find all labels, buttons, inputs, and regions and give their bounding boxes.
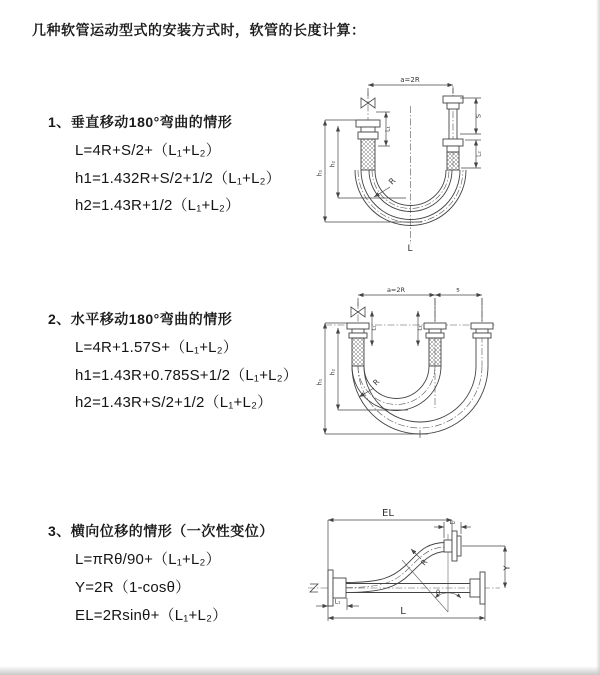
dim-label-l2: L₂ (417, 325, 424, 331)
dim-label-l2: L₂ (475, 151, 483, 157)
section2-formula-L: L=4R+1.57S+（L₁+L₂） (75, 339, 238, 356)
section1-formula-h1: h1=1.432R+S/2+1/2（L₁+L₂） (75, 170, 281, 187)
diagram-horizontal-180-bend (310, 280, 590, 470)
dim-label-a2r: a=2R (386, 286, 406, 294)
angle-label: θ (435, 589, 441, 597)
radius-label: R (387, 176, 398, 187)
dim-label-h1: h₁ (316, 378, 324, 386)
dim-label-h1: h₁ (316, 169, 324, 177)
dim-label-el: EL (382, 508, 394, 519)
section1-formula-L: L=4R+S/2+（L₁+L₂） (75, 142, 221, 159)
dim-label-a2r: a=2R (400, 76, 420, 84)
dim-label-l1: L₁ (384, 126, 392, 132)
braided-hose-section (361, 139, 375, 170)
section3-heading: 3、横向位移的情形（一次性变位） (48, 523, 274, 539)
radius-label: R (371, 377, 382, 388)
scan-edge-right (596, 0, 600, 675)
radius-leader (411, 549, 421, 559)
diagram-lateral-displacement (300, 500, 600, 660)
radius-label: R (418, 557, 430, 568)
dim-label-h2: h₂ (329, 160, 337, 168)
dimension-lines (325, 295, 482, 438)
section3-formula-EL: EL=2Rsinθ+（L₁+L₂） (75, 607, 228, 624)
dimension-lines (316, 520, 505, 618)
dim-label-y: Y (502, 565, 512, 571)
section3-formula-Y: Y=2R（1-cosθ） (75, 579, 191, 596)
hose-loops (352, 366, 488, 434)
dim-label-s: s (456, 285, 460, 294)
page-title: 几种软管运动型式的安装方式时，软管的长度计算： (32, 22, 366, 38)
length-label: L (407, 244, 413, 254)
dim-label-l1: L₁ (371, 325, 378, 331)
top-right-flange (444, 531, 461, 561)
right-middle-flange (470, 572, 485, 604)
section2-formula-h2: h2=1.43R+S/2+1/2（L₁+L₂） (75, 394, 273, 411)
section1-heading: 1、垂直移动180°弯曲的情形 (48, 114, 233, 130)
dim-label-h2: h₂ (329, 368, 337, 376)
middle-pipe-fitting (424, 323, 446, 366)
dim-label-s: S (474, 113, 483, 119)
left-pipe-fitting (347, 323, 369, 366)
braided-hose-section (447, 152, 459, 170)
length-label: L (400, 606, 406, 617)
scan-edge-bottom (0, 666, 600, 675)
section2-heading: 2、水平移动180°弯曲的情形 (48, 311, 233, 327)
diagram-vertical-180-bend (310, 70, 590, 260)
section2-formula-h1: h1=1.43R+0.785S+1/2（L₁+L₂） (75, 367, 298, 384)
section3-formula-L: L=πRθ/90+（L₁+L₂） (75, 551, 221, 568)
left-pipe-fitting (356, 120, 380, 170)
dim-label-l2: L₂ (449, 519, 456, 526)
braided-hose-section (429, 338, 441, 366)
section1-formula-h2: h2=1.43R+1/2（L₁+L₂） (75, 197, 241, 214)
braided-hose-section (352, 338, 364, 366)
dim-label-l1: L₁ (334, 598, 341, 606)
